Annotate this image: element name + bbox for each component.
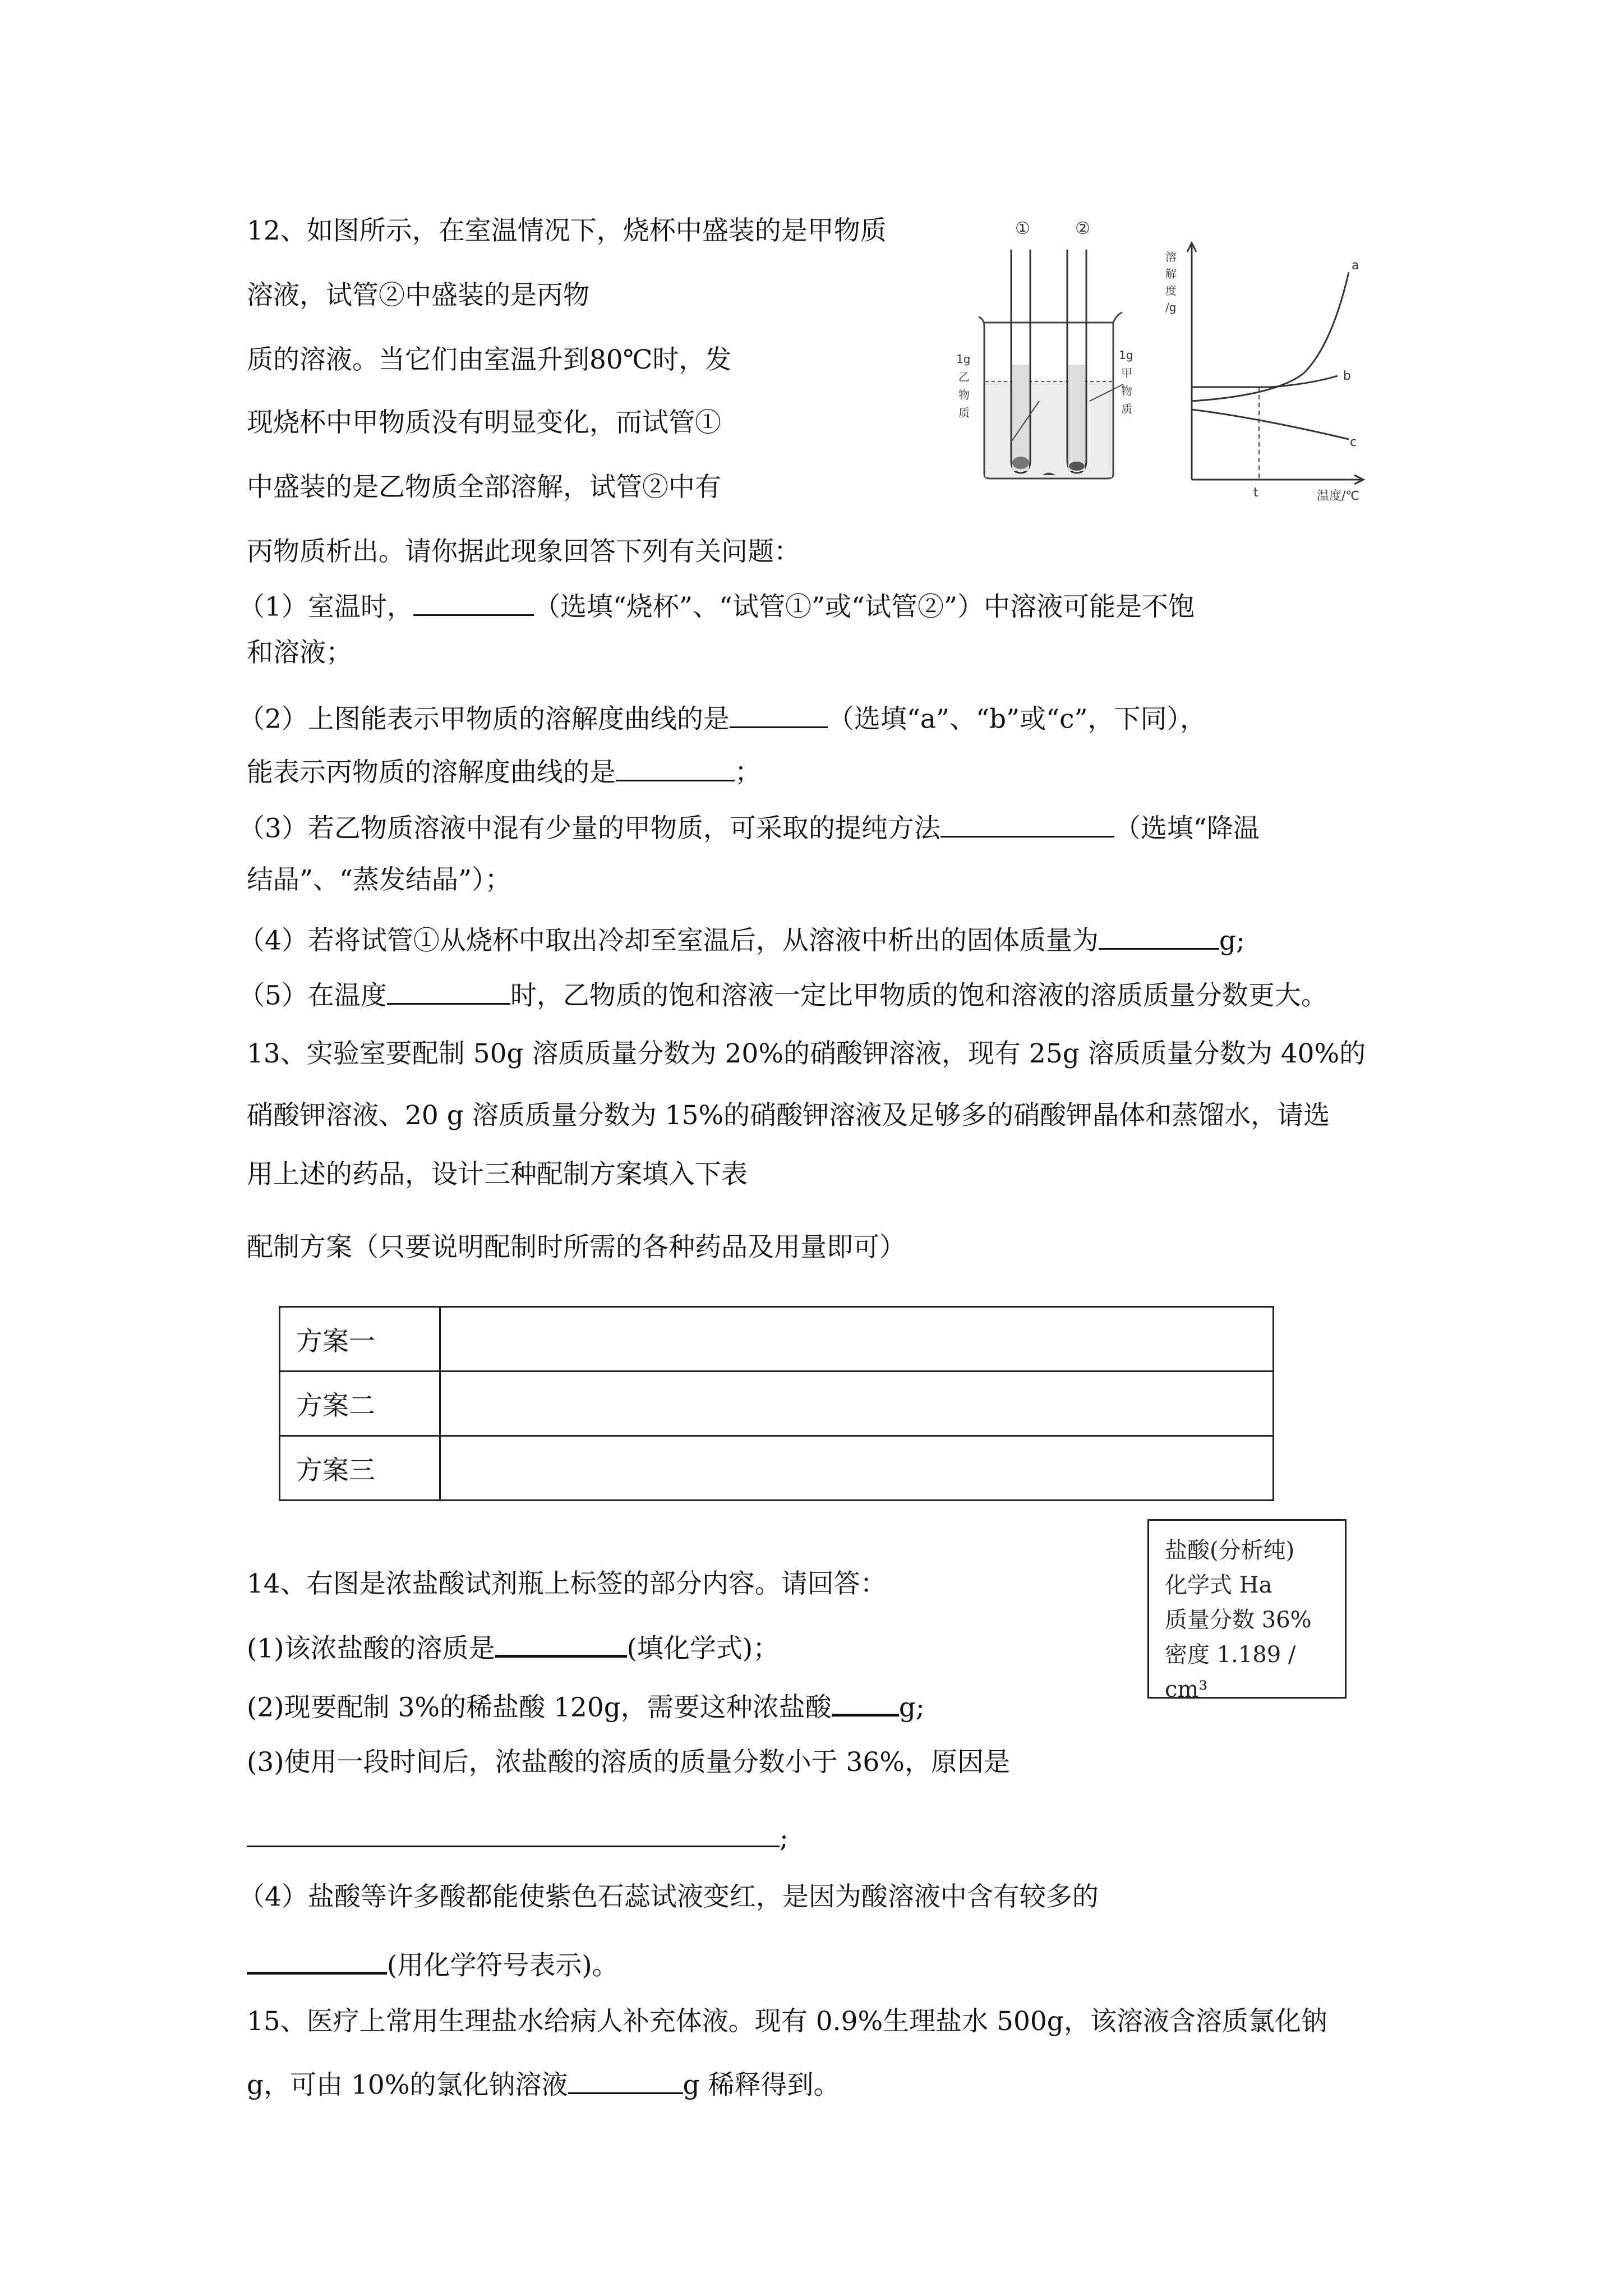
q12-part1 bbox=[238, 589, 1195, 623]
plan-label: 方案一 bbox=[280, 1307, 440, 1372]
left-tube-caption bbox=[956, 352, 970, 420]
q12-line3: 质的溶液。当它们由室温升到80℃时，发 bbox=[247, 344, 732, 375]
curve-label-a: a bbox=[1352, 259, 1359, 273]
q14-part4-suffix: (用化学符号表示)。 bbox=[387, 1950, 619, 1981]
tube1-label: ① bbox=[1015, 219, 1030, 238]
q15-line2-suffix: g 稀释得到。 bbox=[683, 2069, 840, 2101]
q12-part4-prefix: （4）若将试管①从烧杯中取出冷却至室温后，从溶液中析出的固体质量为 bbox=[238, 925, 1099, 956]
q12-part2 bbox=[238, 701, 1206, 733]
plan-answer-cell[interactable] bbox=[440, 1436, 1274, 1501]
answer-blank[interactable] bbox=[247, 1820, 780, 1847]
q14-part2-prefix: (2)现要配制 3%的稀盐酸 120g，需要这种浓盐酸 bbox=[247, 1692, 832, 1723]
left-caption-line: 物 bbox=[958, 388, 970, 402]
q12-line5: 中盛装的是乙物质全部溶解，试管②中有 bbox=[247, 472, 721, 503]
right-caption-line: 1g bbox=[1119, 348, 1133, 362]
q12-part3-cont: 结晶”、“蒸发结晶”）； bbox=[247, 864, 511, 895]
q12-part1-suffix: （选填“烧杯”、“试管①”或“试管②”）中溶液可能是不饱 bbox=[533, 591, 1195, 623]
curve-a bbox=[1192, 272, 1349, 401]
y-axis-char: /g bbox=[1165, 301, 1177, 314]
label-line: 质量分数 36% bbox=[1165, 1607, 1312, 1633]
q12-line2: 溶液，试管②中盛装的是丙物 bbox=[247, 280, 589, 311]
table-row bbox=[280, 1436, 1274, 1501]
answer-blank[interactable] bbox=[568, 2067, 683, 2094]
plan-label: 方案三 bbox=[280, 1436, 440, 1501]
q14-part3-answer bbox=[247, 1820, 789, 1852]
q14-line1: 14、右图是浓盐酸试剂瓶上标签的部分内容。请回答： bbox=[247, 1568, 887, 1599]
q12-part2-suffix: （选填“a”、“b”或“c”，下同）， bbox=[827, 703, 1207, 735]
q12-part2-cont-end: ； bbox=[735, 757, 761, 788]
q12-part2-cont-text: 能表示丙物质的溶解度曲线的是 bbox=[247, 757, 616, 788]
curve-label-b: b bbox=[1343, 369, 1351, 383]
q14-part4: （4）盐酸等许多酸都能使紫色石蕊试液变红，是因为酸溶液中含有较多的 bbox=[238, 1881, 1099, 1912]
q12-part2-prefix: （2）上图能表示甲物质的溶解度曲线的是 bbox=[238, 703, 730, 735]
q12-part4 bbox=[238, 923, 1245, 954]
plan-label: 方案二 bbox=[280, 1372, 440, 1436]
tube2-solid bbox=[1069, 462, 1085, 471]
q15-line2 bbox=[247, 2067, 840, 2099]
right-tube-caption bbox=[1119, 348, 1133, 416]
answer-blank[interactable] bbox=[1099, 923, 1219, 950]
tube1-solid bbox=[1012, 457, 1029, 469]
q14-part3: (3)使用一段时间后，浓盐酸的溶质的质量分数小于 36%，原因是 bbox=[247, 1747, 1010, 1778]
answer-blank[interactable] bbox=[247, 1947, 387, 1975]
q12-part5-prefix: （5）在温度 bbox=[238, 980, 387, 1011]
q12-part1-prefix: （1）室温时， bbox=[238, 591, 413, 623]
q14-part1-suffix: (填化学式)； bbox=[626, 1633, 780, 1664]
right-caption-line: 物 bbox=[1121, 384, 1132, 398]
q13-line3: 用上述的药品，设计三种配制方案填入下表 bbox=[247, 1159, 748, 1190]
q13-line4: 配制方案（只要说明配制时所需的各种药品及用量即可） bbox=[247, 1232, 906, 1263]
q14-part1-prefix: (1)该浓盐酸的溶质是 bbox=[247, 1633, 495, 1664]
answer-blank[interactable] bbox=[940, 811, 1114, 838]
tube1-liquid bbox=[1012, 365, 1029, 471]
beaker-liquid bbox=[985, 381, 1112, 477]
plan-table bbox=[279, 1306, 1274, 1501]
q15-line1: 15、医疗上常用生理盐水给病人补充体液。现有 0.9%生理盐水 500g，该溶液含溶质氯化钠 bbox=[247, 2006, 1327, 2037]
y-axis-label bbox=[1165, 250, 1177, 314]
q12-line1: 12、如图所示，在室温情况下，烧杯中盛装的是甲物质 bbox=[247, 215, 887, 246]
label-line: 密度 1.189 / cm³ bbox=[1165, 1642, 1296, 1703]
answer-blank[interactable] bbox=[616, 754, 735, 781]
q12-part1-cont: 和溶液； bbox=[247, 637, 352, 668]
left-caption-line: 1g bbox=[956, 352, 971, 366]
answer-blank[interactable] bbox=[413, 589, 534, 616]
label-line: 化学式 Ha bbox=[1165, 1572, 1272, 1598]
q12-part3-prefix: （3）若乙物质溶液中混有少量的甲物质，可采取的提纯方法 bbox=[238, 813, 940, 844]
q12-line6: 丙物质析出。请你据此现象回答下列有关问题： bbox=[247, 536, 800, 567]
answer-blank[interactable] bbox=[832, 1688, 899, 1717]
curve-label-c: c bbox=[1350, 435, 1357, 449]
q14-part3-end: ; bbox=[780, 1823, 789, 1854]
q12-line4: 现烧杯中甲物质没有明显变化，而试管① bbox=[247, 407, 721, 438]
q14-part2-suffix: g; bbox=[898, 1692, 925, 1723]
q14-part2 bbox=[247, 1688, 925, 1721]
answer-blank[interactable] bbox=[730, 701, 828, 728]
q12-part4-suffix: g; bbox=[1219, 925, 1245, 956]
q14-part4-cont bbox=[247, 1947, 619, 1979]
x-axis-label: 温度/℃ bbox=[1317, 489, 1360, 503]
solubility-figure bbox=[945, 216, 1399, 508]
label-line: 盐酸(分析纯) bbox=[1165, 1538, 1295, 1563]
q12-part5-suffix: 时，乙物质的饱和溶液一定比甲物质的饱和溶液的溶质质量分数更大。 bbox=[510, 980, 1327, 1011]
answer-blank[interactable] bbox=[387, 978, 510, 1005]
curve-c bbox=[1192, 409, 1349, 439]
answer-blank[interactable] bbox=[495, 1630, 627, 1658]
q15-line2-prefix: g，可由 10%的氯化钠溶液 bbox=[247, 2069, 568, 2101]
q12-part2-cont bbox=[247, 754, 761, 786]
q12-part3-suffix: （选填“降温 bbox=[1114, 813, 1260, 844]
curve-b bbox=[1192, 376, 1338, 387]
plan-answer-cell[interactable] bbox=[440, 1307, 1274, 1372]
tube2-label: ② bbox=[1075, 219, 1090, 238]
plan-answer-cell[interactable] bbox=[440, 1372, 1274, 1436]
q14-part1 bbox=[247, 1630, 779, 1662]
right-caption-line: 质 bbox=[1121, 402, 1132, 416]
left-caption-line: 质 bbox=[958, 406, 970, 420]
tube2-liquid bbox=[1068, 365, 1085, 471]
q13-line2: 硝酸钾溶液、20 g 溶质质量分数为 15%的硝酸钾溶液及足够多的硝酸钾晶体和蒸馏水，请选 bbox=[247, 1100, 1330, 1131]
left-caption-line: 乙 bbox=[958, 370, 970, 384]
right-caption-line: 甲 bbox=[1121, 366, 1132, 380]
y-axis-char: 溶 bbox=[1165, 250, 1177, 264]
q13-line1: 13、实验室要配制 50g 溶质质量分数为 20%的硝酸钾溶液，现有 25g 溶质质量分数为 40%的 bbox=[247, 1038, 1366, 1069]
graph-axes bbox=[1187, 243, 1363, 484]
q12-part3 bbox=[238, 811, 1260, 842]
table-row bbox=[280, 1372, 1274, 1436]
t-label: t bbox=[1253, 486, 1258, 500]
y-axis-char: 度 bbox=[1165, 284, 1177, 297]
table-row bbox=[280, 1307, 1274, 1372]
y-axis-char: 解 bbox=[1165, 267, 1177, 280]
q12-part5 bbox=[238, 978, 1327, 1009]
reagent-label-box bbox=[1147, 1519, 1347, 1703]
